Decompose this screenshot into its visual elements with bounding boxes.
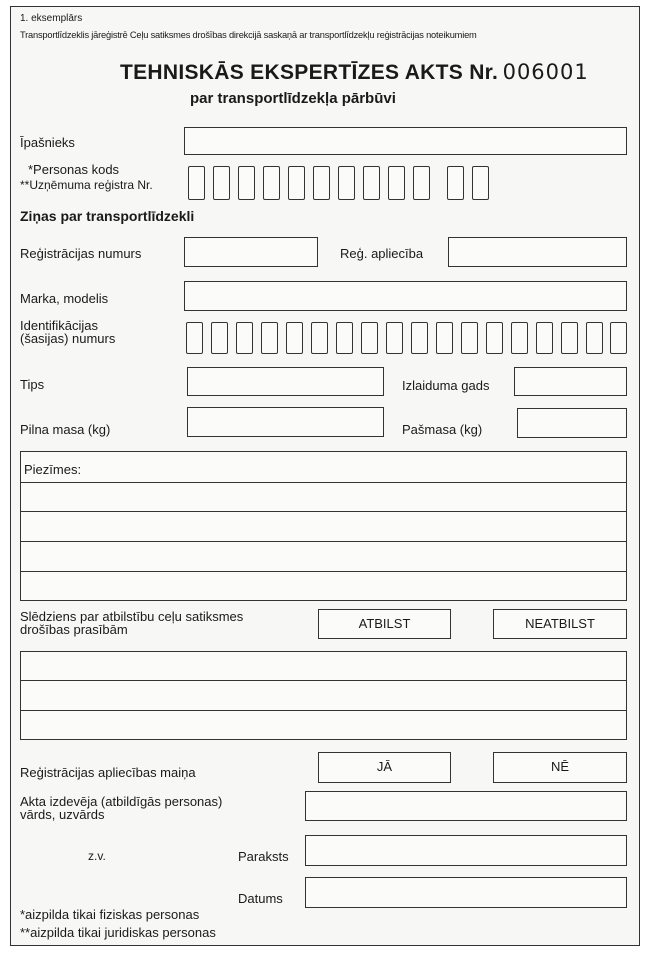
complies-option-label: ATBILST — [358, 616, 411, 631]
signature-field[interactable] — [305, 835, 627, 866]
vin-char-cell[interactable] — [336, 322, 353, 354]
code-digit-cell[interactable] — [363, 166, 380, 200]
issuer-label-line1: Akta izdevēja (atbildīgās personas) — [20, 794, 223, 809]
notes-line — [20, 571, 627, 572]
gross-mass-field[interactable] — [187, 407, 384, 437]
owner-label: Īpašnieks — [20, 135, 75, 150]
vin-char-cell[interactable] — [236, 322, 253, 354]
registration-change-label: Reģistrācijas apliecības maiņa — [20, 765, 196, 780]
form-title-text: TEHNISKĀS EKSPERTĪZES AKTS Nr. — [120, 61, 499, 84]
code-digit-cell[interactable] — [188, 166, 205, 200]
vin-char-cell[interactable] — [461, 322, 478, 354]
owner-field[interactable] — [184, 127, 627, 155]
form-description: Transportlīdzeklis jāreģistrē Ceļu satiksmes drošības direkcijā saskaņā ar transportlīdzekļu reģistrācijas noteikumiem — [20, 30, 477, 40]
vin-char-cell[interactable] — [186, 322, 203, 354]
code-digit-cell[interactable] — [213, 166, 230, 200]
issuer-label-line2: vārds, uzvārds — [20, 807, 105, 822]
not-complies-option[interactable] — [493, 609, 627, 639]
yes-option-label: JĀ — [376, 759, 393, 774]
vin-label-line2: (šasijas) numurs — [20, 331, 116, 346]
vin-char-cell[interactable] — [286, 322, 303, 354]
own-mass-label: Pašmasa (kg) — [402, 422, 483, 437]
vin-char-cell[interactable] — [311, 322, 328, 354]
vin-char-cell[interactable] — [261, 322, 278, 354]
vin-char-cell[interactable] — [411, 322, 428, 354]
reg-certificate-field[interactable] — [448, 237, 627, 267]
notes-line — [20, 541, 627, 542]
conclusion-line — [20, 710, 627, 711]
reg-certificate-label: Reģ. apliecība — [340, 246, 424, 261]
vin-char-cell[interactable] — [586, 322, 603, 354]
vin-char-cell[interactable] — [511, 322, 528, 354]
no-option-label: NĒ — [550, 759, 570, 774]
own-mass-field[interactable] — [517, 408, 627, 438]
stamp-label: z.v. — [88, 849, 106, 863]
vin-char-cell[interactable] — [211, 322, 228, 354]
type-label: Tips — [20, 377, 45, 392]
issuer-label — [20, 795, 222, 821]
conclusion-label-line1: Slēdziens par atbilstību ceļu satiksmes — [20, 609, 244, 624]
code-digit-cell[interactable] — [472, 166, 489, 200]
vehicle-section-title: Ziņas par transportlīdzekli — [20, 208, 195, 224]
date-field[interactable] — [305, 877, 627, 908]
notes-line — [20, 482, 627, 483]
vin-char-cell[interactable] — [536, 322, 553, 354]
conclusion-area[interactable] — [20, 651, 627, 740]
form-number: 006001 — [502, 60, 589, 84]
code-digit-cell[interactable] — [388, 166, 405, 200]
type-field[interactable] — [187, 367, 384, 396]
make-model-field[interactable] — [184, 281, 627, 311]
date-label: Datums — [238, 891, 283, 906]
year-label: Izlaiduma gads — [402, 378, 490, 393]
form-subtitle: par transportlīdzekļa pārbūvi — [190, 90, 396, 107]
reg-number-field[interactable] — [184, 237, 318, 267]
gross-mass-label: Pilna masa (kg) — [20, 422, 111, 437]
conclusion-line — [20, 680, 627, 681]
conclusion-label-line2: drošības prasībām — [20, 622, 128, 637]
vin-char-cell[interactable] — [561, 322, 578, 354]
footnote-companies: **aizpilda tikai juridiskas personas — [20, 925, 216, 940]
notes-line — [20, 511, 627, 512]
code-digit-cell[interactable] — [447, 166, 464, 200]
form-title — [120, 60, 589, 85]
code-digit-cell[interactable] — [238, 166, 255, 200]
signature-label: Paraksts — [238, 849, 289, 864]
conclusion-label — [20, 610, 243, 636]
issuer-name-field[interactable] — [305, 791, 627, 821]
personal-code-label: *Personas kods — [28, 162, 120, 177]
code-digit-cell[interactable] — [338, 166, 355, 200]
notes-label: Piezīmes: — [24, 462, 82, 477]
code-digit-cell[interactable] — [263, 166, 280, 200]
notes-area[interactable] — [20, 451, 627, 601]
code-digit-cell[interactable] — [413, 166, 430, 200]
copy-label: 1. eksemplārs — [20, 13, 83, 24]
make-model-label: Marka, modelis — [20, 291, 109, 306]
company-reg-label: **Uzņēmuma reģistra Nr. — [20, 178, 153, 192]
year-field[interactable] — [514, 367, 627, 396]
complies-option[interactable] — [318, 609, 451, 639]
vin-char-cell[interactable] — [486, 322, 503, 354]
footnote-individuals: *aizpilda tikai fiziskas personas — [20, 907, 200, 922]
vin-char-cell[interactable] — [436, 322, 453, 354]
vin-label-line1: Identifikācijas — [20, 318, 99, 333]
no-option[interactable] — [493, 752, 627, 783]
vin-label — [20, 319, 115, 345]
code-digit-cell[interactable] — [288, 166, 305, 200]
not-complies-option-label: NEATBILST — [525, 616, 595, 631]
vin-char-cell[interactable] — [361, 322, 378, 354]
code-digit-cell[interactable] — [313, 166, 330, 200]
vin-char-cell[interactable] — [386, 322, 403, 354]
yes-option[interactable] — [318, 752, 451, 783]
reg-number-label: Reģistrācijas numurs — [20, 246, 142, 261]
vin-char-cell[interactable] — [610, 322, 627, 354]
